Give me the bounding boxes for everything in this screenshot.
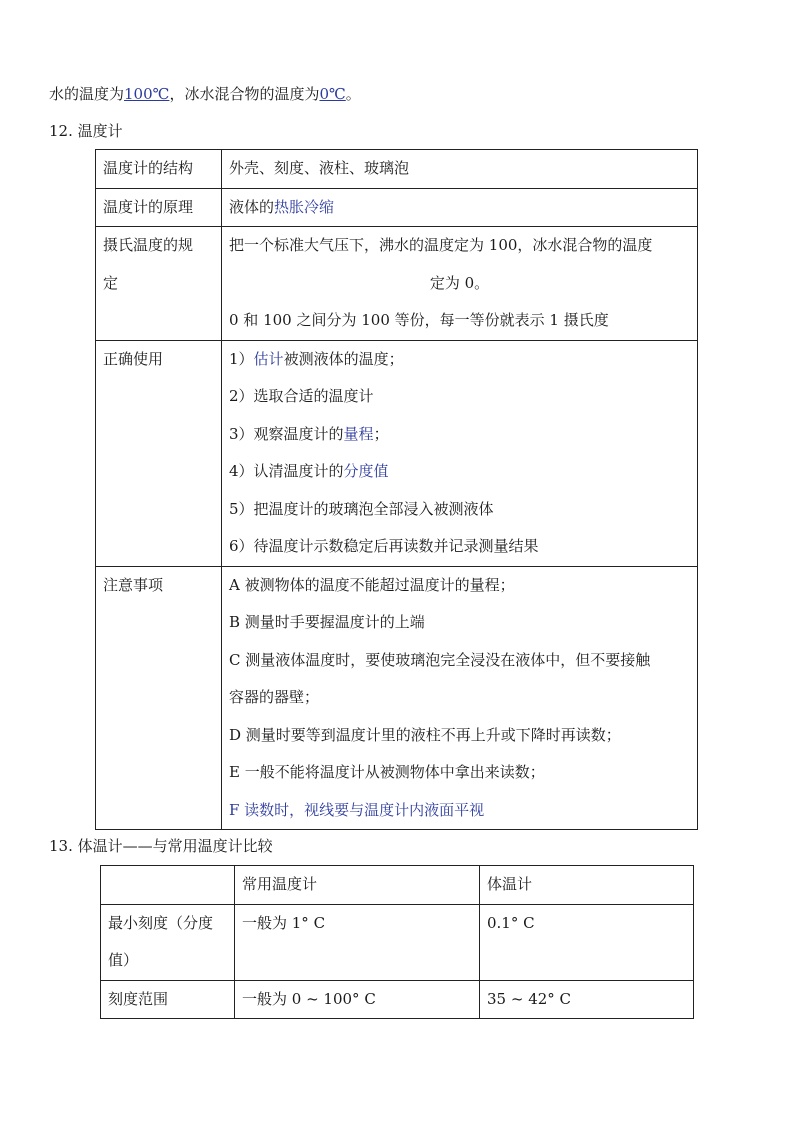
- row-label-range: 刻度范围: [101, 980, 235, 1019]
- usage-step-3-prefix: 3）观察温度计的: [229, 424, 344, 443]
- row-label-celsius: [96, 227, 222, 341]
- thermometer-table: [95, 149, 698, 830]
- freezing-point-value: 0℃: [319, 85, 346, 103]
- usage-step-4: [229, 453, 690, 491]
- row-value-usage: [222, 340, 698, 566]
- row-value-notes: [222, 566, 698, 830]
- intro-text-1: 水的温度为: [49, 85, 125, 103]
- note-a: A 被测物体的温度不能超过温度计的量程；: [229, 575, 515, 594]
- comparison-table: [100, 865, 694, 1019]
- row-label-principle: 温度计的原理: [96, 188, 222, 227]
- row-value-celsius: [222, 227, 698, 341]
- note-f: F 读数时，视线要与温度计内液面平视: [229, 800, 485, 819]
- table-header-row: [101, 866, 694, 905]
- usage-step-1-prefix: 1）: [229, 349, 254, 368]
- celsius-line-1: 把一个标准大气压下，沸水的温度定为 100，冰水混合物的温度: [229, 236, 653, 254]
- usage-step-3-suffix: ；: [373, 424, 389, 443]
- principle-text: 液体的: [229, 197, 275, 216]
- range-clinical: 35 ~ 42° C: [480, 980, 694, 1019]
- section-13-heading: 13. 体温计——与常用温度计比较: [49, 837, 273, 855]
- note-b: B 测量时手要握温度计的上端: [229, 613, 425, 631]
- intro-text-3: 。: [345, 85, 361, 103]
- intro-line: [49, 82, 361, 106]
- usage-step-6: 6）待温度计示数稳定后再读数并记录测量结果: [229, 537, 539, 555]
- usage-step-3: [229, 416, 690, 454]
- row-label-notes: 注意事项: [96, 566, 222, 830]
- usage-step-5: 5）把温度计的玻璃泡全部浸入被测液体: [229, 499, 494, 518]
- intro-text-2: ，冰水混合物的温度为: [169, 85, 320, 103]
- min-division-label-line-2: 值）: [108, 951, 139, 969]
- note-c-line-1: C 测量液体温度时，要使玻璃泡完全浸没在液体中，但不要接触: [229, 650, 651, 669]
- row-value-principle: [222, 188, 698, 227]
- table-row: [96, 340, 698, 566]
- header-clinical-thermometer: 体温计: [480, 866, 694, 905]
- table-row: [96, 566, 698, 830]
- celsius-label-line-1: 摄氏温度的规: [103, 236, 194, 254]
- min-division-clinical: 0.1° C: [480, 904, 694, 980]
- celsius-line-2: 定为 0。: [429, 273, 490, 292]
- min-division-common: 一般为 1° C: [235, 904, 480, 980]
- section-12-heading: 12. 温度计: [49, 122, 123, 140]
- table-row: [101, 980, 694, 1019]
- range-common: 一般为 0 ~ 100° C: [235, 980, 480, 1019]
- table-row: [96, 227, 698, 341]
- note-c-line-2: 容器的器壁；: [229, 688, 320, 706]
- table-row: [96, 150, 698, 189]
- row-label-usage: 正确使用: [96, 340, 222, 566]
- note-e: E 一般不能将温度计从被测物体中拿出来读数；: [229, 763, 545, 781]
- usage-step-1-highlight: 估计: [253, 349, 284, 368]
- usage-step-3-highlight: 量程: [343, 424, 374, 443]
- celsius-label-line-2: 定: [103, 273, 119, 292]
- min-division-label-line-1: 最小刻度（分度: [108, 913, 214, 932]
- usage-step-1: [229, 341, 690, 379]
- boiling-point-value: 100℃: [124, 85, 170, 103]
- usage-step-1-suffix: 被测液体的温度；: [283, 349, 404, 368]
- row-label-structure: 温度计的结构: [96, 150, 222, 189]
- usage-step-2: 2）选取合适的温度计: [229, 387, 374, 405]
- usage-step-4-highlight: 分度值: [343, 462, 389, 480]
- table-row: [96, 188, 698, 227]
- row-value-structure: 外壳、刻度、液柱、玻璃泡: [222, 150, 698, 189]
- principle-highlight: 热胀冷缩: [274, 197, 335, 216]
- celsius-line-3: 0 和 100 之间分为 100 等份，每一等份就表示 1 摄氏度: [229, 311, 609, 329]
- table-row: [101, 904, 694, 980]
- header-empty: [101, 866, 235, 905]
- header-common-thermometer: 常用温度计: [235, 866, 480, 905]
- usage-step-4-prefix: 4）认清温度计的: [229, 462, 344, 480]
- note-d: D 测量时要等到温度计里的液柱不再上升或下降时再读数；: [229, 725, 621, 744]
- row-label-min-division: [101, 904, 235, 980]
